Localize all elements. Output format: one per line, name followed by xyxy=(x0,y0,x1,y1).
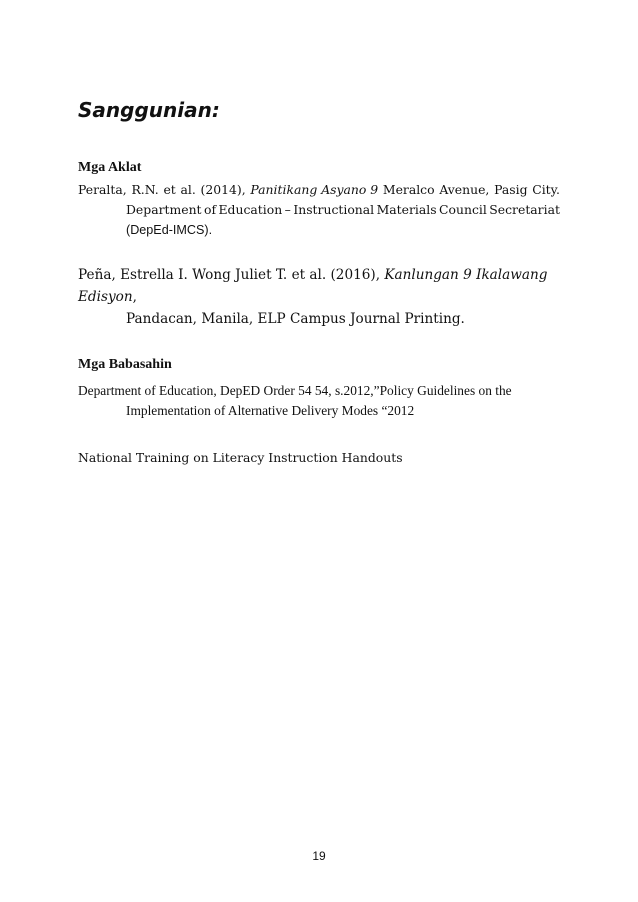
ref-word: Pasig xyxy=(494,182,528,197)
reference-line: (DepEd-IMCS). xyxy=(126,223,213,237)
reference-peralta xyxy=(78,180,560,240)
reference-line: Implementation of Alternative Delivery Modes “2012 xyxy=(126,403,415,418)
ref-text: , xyxy=(132,289,137,305)
ref-word: Materials xyxy=(376,202,437,217)
reference-literacy-handouts xyxy=(78,448,560,468)
ref-word: Avenue, xyxy=(439,182,490,197)
page-title: Sanggunian: xyxy=(78,98,220,122)
ref-word: Education xyxy=(218,202,283,217)
reference-pena xyxy=(78,264,560,330)
ref-word: Instructional xyxy=(293,202,375,217)
ref-word: Meralco xyxy=(382,182,435,197)
reference-line-segment xyxy=(78,264,560,308)
ref-word: Secretariat xyxy=(489,202,560,217)
section-heading-babasahin: Mga Babasahin xyxy=(78,357,172,372)
reference-line: Pandacan, Manila, ELP Campus Journal Printing. xyxy=(126,311,465,327)
ref-word: of xyxy=(204,202,217,217)
ref-word: – xyxy=(284,202,291,217)
ref-word: (2014), xyxy=(200,182,246,197)
section-heading-aklat: Mga Aklat xyxy=(78,160,142,175)
reference-line xyxy=(78,180,560,200)
ref-text: Peña, Estrella I. Wong Juliet T. et al. (2016), xyxy=(78,267,381,283)
reference-line: Department of Education, DepED Order 54 54, s.2012,”Policy Guidelines on the xyxy=(78,383,512,398)
ref-word: Department xyxy=(126,202,202,217)
ref-book-title: Panitikang Asyano 9 xyxy=(250,182,379,197)
reference-line: National Training on Literacy Instruction Handouts xyxy=(78,450,403,465)
ref-word: City. xyxy=(532,182,560,197)
reference-line xyxy=(78,264,560,308)
reference-line xyxy=(78,200,560,220)
ref-word: al. xyxy=(180,182,196,197)
page-number: 19 xyxy=(312,849,326,863)
ref-book-title: Kanlungan 9 Ikalawang Edisyon xyxy=(78,267,548,305)
reference-deped-order xyxy=(78,381,560,421)
ref-word: et xyxy=(163,182,176,197)
ref-word: Council xyxy=(439,202,487,217)
ref-author: Peralta, xyxy=(78,182,127,197)
ref-word: R.N. xyxy=(131,182,159,197)
